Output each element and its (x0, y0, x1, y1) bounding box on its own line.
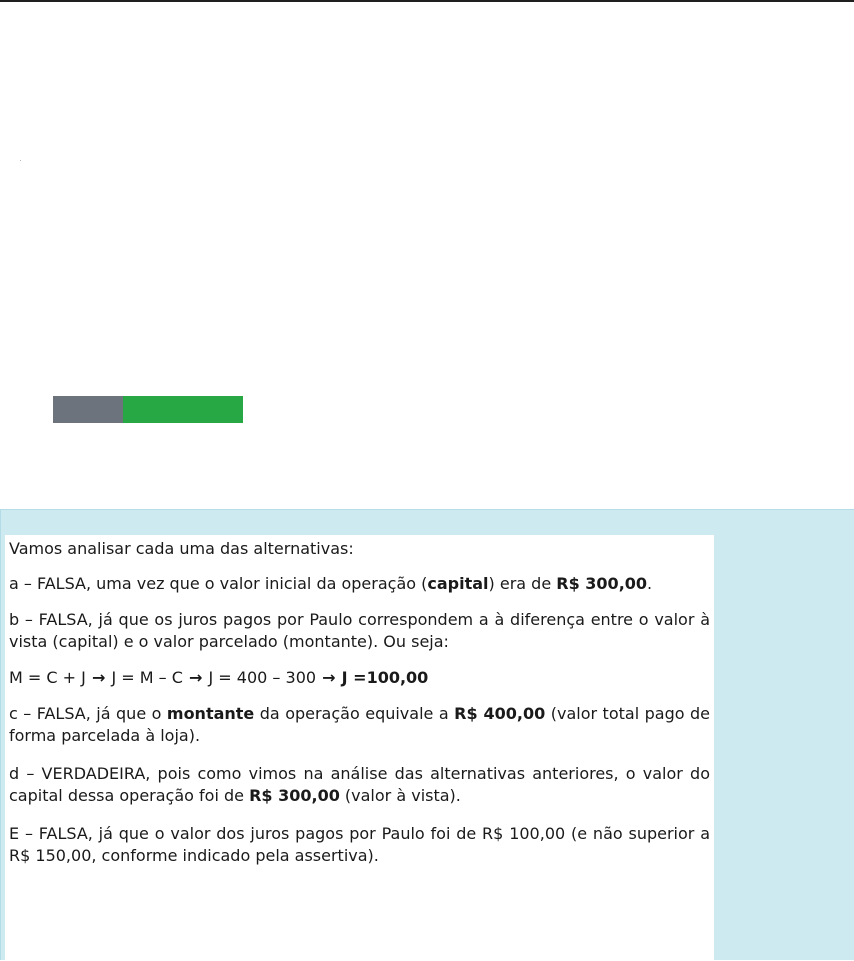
alternative-e: E – FALSA, já que o valor dos juros pagos por Paulo foi de R$ 100,00 (e não superior a R$ 150,00, conforme indicado pela assertiva). (9, 824, 710, 865)
blank-area-mark (20, 160, 21, 161)
interest-formula: M = C + J → J = M – C → J = 400 – 300 → J =100,00 (9, 668, 429, 687)
arrow-right-icon: → (189, 668, 203, 687)
alternative-d: d – VERDADEIRA, pois como vimos na análise das alternativas anteriores, o valor do capital dessa operação foi de R$ 300,00 (valor à vista). (9, 764, 710, 805)
solution-intro: Vamos analisar cada uma das alternativas: (9, 539, 354, 558)
progress-fill (123, 396, 243, 423)
alternative-b: b – FALSA, já que os juros pagos por Paulo correspondem a à diferença entre o valor à vista (capital) e o valor parcelado (montante). Ou seja: (9, 610, 710, 651)
arrow-right-icon: → (322, 668, 336, 687)
solution-card (5, 535, 714, 961)
alternative-c: c – FALSA, já que o montante da operação equivale a R$ 400,00 (valor total pago de forma parcelada à loja). (9, 704, 710, 745)
answer-panel (0, 509, 854, 960)
progress-bar (53, 396, 243, 423)
top-divider (0, 0, 854, 2)
alternative-a: a – FALSA, uma vez que o valor inicial da operação (capital) era de R$ 300,00. (9, 574, 653, 593)
arrow-right-icon: → (91, 668, 106, 687)
